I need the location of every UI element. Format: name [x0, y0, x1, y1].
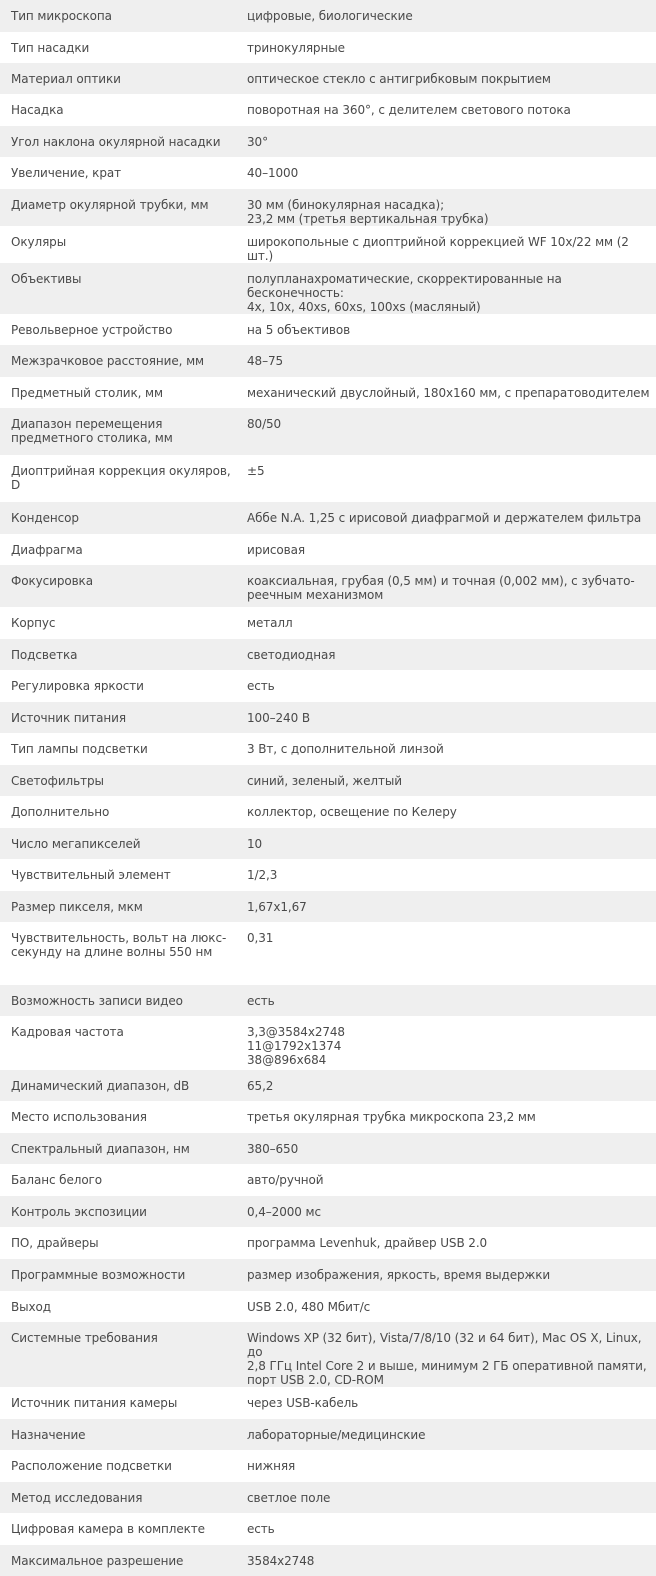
- spec-name: Метод исследования: [11, 1491, 143, 1505]
- spec-value: лабораторные/медицинские: [247, 1428, 426, 1442]
- spec-value: широкопольные с диоптрийной коррекцией WF 10x/22 мм (2 шт.): [247, 235, 629, 263]
- spec-name: Межзрачковое расстояние, мм: [11, 354, 204, 368]
- spec-value: есть: [247, 1522, 275, 1536]
- spec-name: Размер пикселя, мкм: [11, 900, 143, 914]
- spec-row: [0, 1227, 656, 1259]
- spec-row: [0, 565, 656, 607]
- spec-name: ПО, драйверы: [11, 1236, 99, 1250]
- spec-row: [0, 891, 656, 922]
- spec-row: [0, 1133, 656, 1164]
- spec-row: [0, 1387, 656, 1419]
- spec-name: Чувствительность, вольт на люкс-секунду на длине волны 550 нм: [11, 931, 227, 959]
- spec-value: светлое поле: [247, 1491, 331, 1505]
- spec-value: поворотная на 360°, с делителем светового потока: [247, 103, 571, 117]
- spec-row: [0, 828, 656, 859]
- spec-row: [0, 1196, 656, 1227]
- spec-row: [0, 1419, 656, 1450]
- spec-name: Диоптрийная коррекция окуляров, D: [11, 464, 231, 492]
- spec-value: 3 Вт, с дополнительной линзой: [247, 742, 444, 756]
- spec-name: Диаметр окулярной трубки, мм: [11, 198, 209, 212]
- spec-name: Регулировка яркости: [11, 679, 144, 693]
- spec-name: Предметный столик, мм: [11, 386, 163, 400]
- spec-row: [0, 263, 656, 314]
- spec-row: [0, 455, 656, 502]
- spec-value: 40–1000: [247, 166, 299, 180]
- spec-row: [0, 1322, 656, 1387]
- spec-value: 3,3@3584x2748 11@1792x1374 38@896x684: [247, 1025, 345, 1067]
- spec-value: 0,4–2000 мс: [247, 1205, 321, 1219]
- spec-value: Windows XP (32 бит), Vista/7/8/10 (32 и 64 бит), Mac OS X, Linux, до 2,8 ГГц Intel Core 2 и выше, минимум 2 ГБ оперативной памяти, порт USB 2.0, CD-ROM: [247, 1331, 647, 1387]
- spec-value: 0,31: [247, 931, 274, 945]
- spec-value: Аббе N.A. 1,25 с ирисовой диафрагмой и держателем фильтра: [247, 511, 642, 525]
- spec-row: [0, 1016, 656, 1070]
- spec-row: [0, 377, 656, 408]
- spec-value: 80/50: [247, 417, 282, 431]
- spec-name: Контроль экспозиции: [11, 1205, 147, 1219]
- spec-row: [0, 1291, 656, 1322]
- spec-row: [0, 1259, 656, 1291]
- spec-name: Кадровая частота: [11, 1025, 124, 1039]
- spec-value: ирисовая: [247, 543, 305, 557]
- spec-row: [0, 702, 656, 733]
- spec-row: [0, 1164, 656, 1196]
- spec-name: Возможность записи видео: [11, 994, 183, 1008]
- spec-value: авто/ручной: [247, 1173, 324, 1187]
- spec-value: механический двуслойный, 180x160 мм, с препаратоводителем: [247, 386, 650, 400]
- spec-value: светодиодная: [247, 648, 336, 662]
- spec-name: Насадка: [11, 103, 64, 117]
- spec-row: [0, 733, 656, 765]
- spec-name: Светофильтры: [11, 774, 104, 788]
- spec-row: [0, 534, 656, 565]
- spec-value: металл: [247, 616, 293, 630]
- spec-name: Тип микроскопа: [11, 9, 112, 23]
- spec-value: 1,67x1,67: [247, 900, 307, 914]
- spec-row: [0, 189, 656, 226]
- spec-row: [0, 1545, 656, 1576]
- spec-value: 65,2: [247, 1079, 274, 1093]
- spec-name: Цифровая камера в комплекте: [11, 1522, 205, 1536]
- spec-value: коаксиальная, грубая (0,5 мм) и точная (0,002 мм), с зубчато- реечным механизмом: [247, 574, 635, 602]
- spec-value: 30°: [247, 135, 268, 149]
- spec-name: Баланс белого: [11, 1173, 103, 1187]
- spec-row: [0, 157, 656, 189]
- spec-value: 48–75: [247, 354, 284, 368]
- spec-name: Динамический диапазон, dB: [11, 1079, 190, 1093]
- spec-value: цифровые, биологические: [247, 9, 413, 23]
- spec-value: есть: [247, 679, 275, 693]
- spec-row: [0, 345, 656, 377]
- spec-value: через USB-кабель: [247, 1396, 359, 1410]
- spec-row: [0, 1101, 656, 1133]
- spec-row: [0, 314, 656, 345]
- spec-name: Тип насадки: [11, 41, 90, 55]
- spec-name: Дополнительно: [11, 805, 110, 819]
- spec-value: коллектор, освещение по Келеру: [247, 805, 457, 819]
- spec-value: синий, зеленый, желтый: [247, 774, 402, 788]
- spec-value: тринокулярные: [247, 41, 345, 55]
- spec-value: ±5: [247, 464, 265, 478]
- spec-name: Корпус: [11, 616, 56, 630]
- spec-name: Диапазон перемещения предметного столика, мм: [11, 417, 173, 445]
- spec-name: Револьверное устройство: [11, 323, 173, 337]
- spec-value: полупланахроматические, скорректированные на бесконечность: 4x, 10x, 40xs, 60xs, 100xs (масляный): [247, 272, 562, 314]
- spec-name: Угол наклона окулярной насадки: [11, 135, 221, 149]
- spec-row: [0, 859, 656, 891]
- spec-name: Максимальное разрешение: [11, 1554, 184, 1568]
- spec-row: [0, 670, 656, 702]
- spec-value: третья окулярная трубка микроскопа 23,2 мм: [247, 1110, 536, 1124]
- spec-name: Конденсор: [11, 511, 79, 525]
- spec-row: [0, 639, 656, 670]
- spec-name: Источник питания камеры: [11, 1396, 178, 1410]
- spec-name: Окуляры: [11, 235, 67, 249]
- spec-value: оптическое стекло с антигрибковым покрытием: [247, 72, 551, 86]
- spec-name: Источник питания: [11, 711, 126, 725]
- spec-name: Материал оптики: [11, 72, 121, 86]
- spec-row: [0, 1450, 656, 1482]
- spec-row: [0, 1482, 656, 1513]
- spec-value: размер изображения, яркость, время выдержки: [247, 1268, 551, 1282]
- spec-row: [0, 1513, 656, 1545]
- spec-row: [0, 126, 656, 157]
- spec-row: [0, 502, 656, 534]
- spec-name: Тип лампы подсветки: [11, 742, 148, 756]
- spec-name: Объективы: [11, 272, 82, 286]
- spec-value: 100–240 В: [247, 711, 310, 725]
- spec-row: [0, 985, 656, 1016]
- spec-value: USB 2.0, 480 Мбит/с: [247, 1300, 371, 1314]
- spec-value: 10: [247, 837, 263, 851]
- spec-name: Спектральный диапазон, нм: [11, 1142, 190, 1156]
- spec-name: Число мегапикселей: [11, 837, 141, 851]
- spec-row: [0, 607, 656, 639]
- spec-value: на 5 объективов: [247, 323, 351, 337]
- spec-value: 1/2,3: [247, 868, 278, 882]
- spec-name: Фокусировка: [11, 574, 93, 588]
- spec-name: Системные требования: [11, 1331, 158, 1345]
- spec-value: нижняя: [247, 1459, 296, 1473]
- spec-row: [0, 796, 656, 828]
- spec-name: Диафрагма: [11, 543, 83, 557]
- spec-value: есть: [247, 994, 275, 1008]
- spec-name: Место использования: [11, 1110, 147, 1124]
- spec-name: Подсветка: [11, 648, 78, 662]
- spec-row: [0, 922, 656, 985]
- spec-name: Чувствительный элемент: [11, 868, 171, 882]
- spec-name: Назначение: [11, 1428, 86, 1442]
- spec-row: [0, 408, 656, 455]
- spec-row: [0, 94, 656, 126]
- spec-row: [0, 765, 656, 796]
- spec-name: Выход: [11, 1300, 51, 1314]
- spec-row: [0, 226, 656, 263]
- spec-value: 30 мм (бинокулярная насадка); 23,2 мм (третья вертикальная трубка): [247, 198, 489, 226]
- spec-row: [0, 0, 656, 32]
- spec-row: [0, 63, 656, 94]
- spec-value: программа Levenhuk, драйвер USB 2.0: [247, 1236, 488, 1250]
- spec-name: Увеличение, крат: [11, 166, 121, 180]
- spec-value: 3584x2748: [247, 1554, 315, 1568]
- spec-row: [0, 1070, 656, 1101]
- spec-name: Программные возможности: [11, 1268, 186, 1282]
- spec-name: Расположение подсветки: [11, 1459, 172, 1473]
- spec-row: [0, 32, 656, 63]
- spec-value: 380–650: [247, 1142, 299, 1156]
